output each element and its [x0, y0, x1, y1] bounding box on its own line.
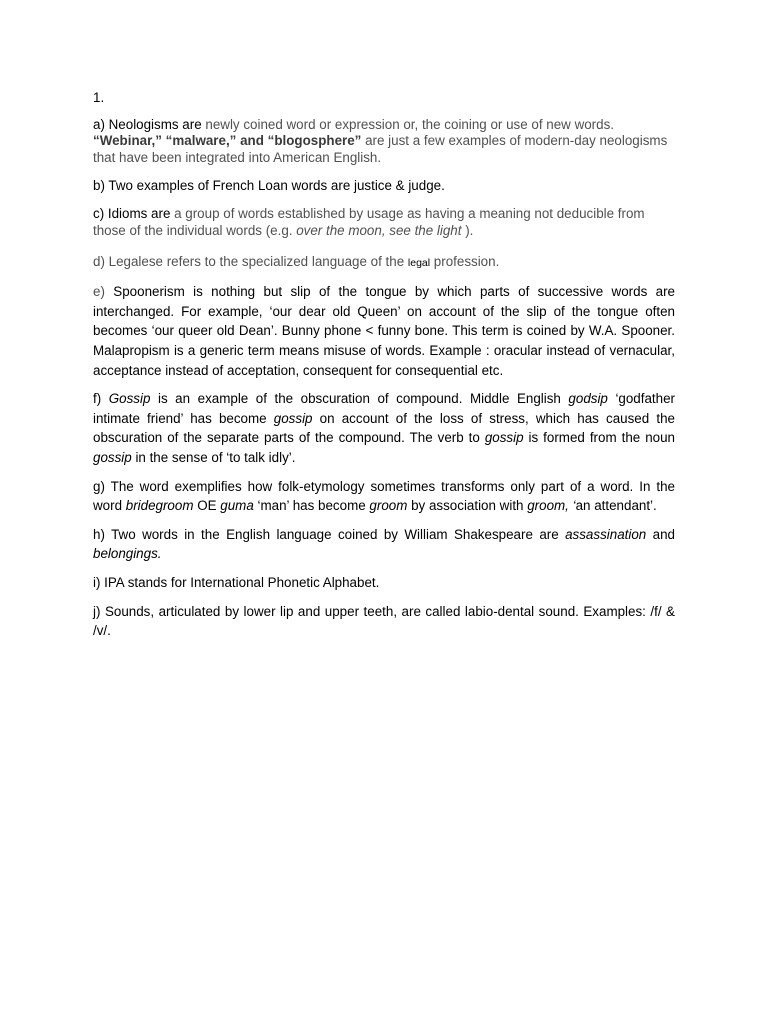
answer-i: i) IPA stands for International Phonetic Alphabet.	[93, 575, 380, 590]
answer-g-text-4: by association with	[407, 498, 528, 514]
answer-j: j) Sounds, articulated by lower lip and upper teeth, are called labio-dental sound. Examples: /f/ & /v/.	[93, 603, 675, 639]
answer-a-rest: are just a few examples of modern-day neologisms that have been integrated into American English.	[93, 133, 668, 165]
answer-d	[93, 252, 675, 274]
answer-h-text-1: h) Two words in the English language coined by William Shakespeare are	[93, 526, 566, 542]
answer-c	[93, 205, 675, 239]
answer-g-guma: guma	[220, 498, 254, 514]
answer-e-text: Spoonerism is nothing but slip of the tongue by which parts of successive words are interchanged. For example, ‘our dear old Queen’ on account of the slip of the tongue often becomes ‘our queer old Dean’. Bunny phone < funny bone. This term is coined by W.A. Spooner. Malapropism is a generic term means misuse of words. Example : oracular instead of vernacular, acceptance instead of acceptation, consequent for consequential etc.	[93, 284, 675, 378]
answer-a-examples: “Webinar,” “malware,” and “blogosphere”	[93, 133, 362, 149]
answer-e	[93, 282, 675, 380]
answer-f-text-3: ‘godfather intimate friend’ has become	[93, 391, 675, 426]
answer-g-text-1: g) The word exemplifies how folk-etymology sometimes transforms only part of a word. In the word	[93, 478, 675, 514]
answer-h	[93, 525, 675, 564]
answer-f-godsip: godsip	[568, 391, 608, 407]
item-number: 1.	[93, 90, 105, 105]
answer-a-definition: newly coined word or expression or, the coining or use of new words.	[201, 116, 615, 132]
answer-f-gossip-3: gossip	[484, 430, 524, 446]
answer-g-text-3: ‘man’ has become	[253, 498, 370, 514]
answer-g-text-2: OE	[193, 498, 221, 514]
answer-f-gossip-1: Gossip	[108, 391, 151, 407]
answer-h-text-2: and	[646, 526, 675, 542]
answer-d-legal: legal	[407, 256, 431, 269]
answer-f-text-2: is an example of the obscuration of compound. Middle English	[150, 391, 569, 407]
answer-d-part2: profession.	[430, 253, 500, 269]
answer-g	[93, 477, 675, 516]
answer-c-examples: over the moon, see the light	[296, 222, 462, 238]
answer-h-word-2: belongings.	[93, 546, 162, 562]
answer-h-word-1: assassination	[565, 526, 647, 542]
answer-d-part1: d) Legalese refers to the specialized language of the	[93, 253, 408, 269]
answer-c-prefix: c) Idioms are	[93, 205, 171, 221]
answer-f-gossip-4: gossip	[93, 450, 132, 466]
answer-f-gossip-2: gossip	[273, 410, 313, 426]
document-page	[93, 88, 675, 650]
answer-g-groom-1: groom	[369, 498, 408, 514]
answer-g-bridegroom: bridegroom	[125, 498, 194, 514]
answer-c-definition: a group of words established by usage as having a meaning not deducible from those of the individual words (e.g.	[93, 205, 645, 238]
answer-a	[93, 117, 675, 167]
answer-c-tail: ).	[461, 222, 474, 238]
answer-e-label: e)	[93, 284, 105, 300]
answer-f	[93, 389, 675, 467]
answer-f-text-5: is formed from the noun	[523, 430, 675, 446]
answer-b: b) Two examples of French Loan words are justice & judge.	[93, 178, 445, 194]
answer-f-text-6: in the sense of ‘to talk idly’.	[131, 450, 296, 466]
answer-f-text-4: on account of the loss of stress, which has caused the obscuration of the separate parts of the compound. The verb to	[93, 410, 675, 446]
answer-a-prefix: a) Neologisms are	[93, 116, 202, 132]
answer-g-groom-2: groom, ‘	[527, 498, 576, 514]
answer-g-text-5: an attendant’.	[575, 498, 657, 514]
answer-f-text-1: f)	[93, 391, 109, 407]
